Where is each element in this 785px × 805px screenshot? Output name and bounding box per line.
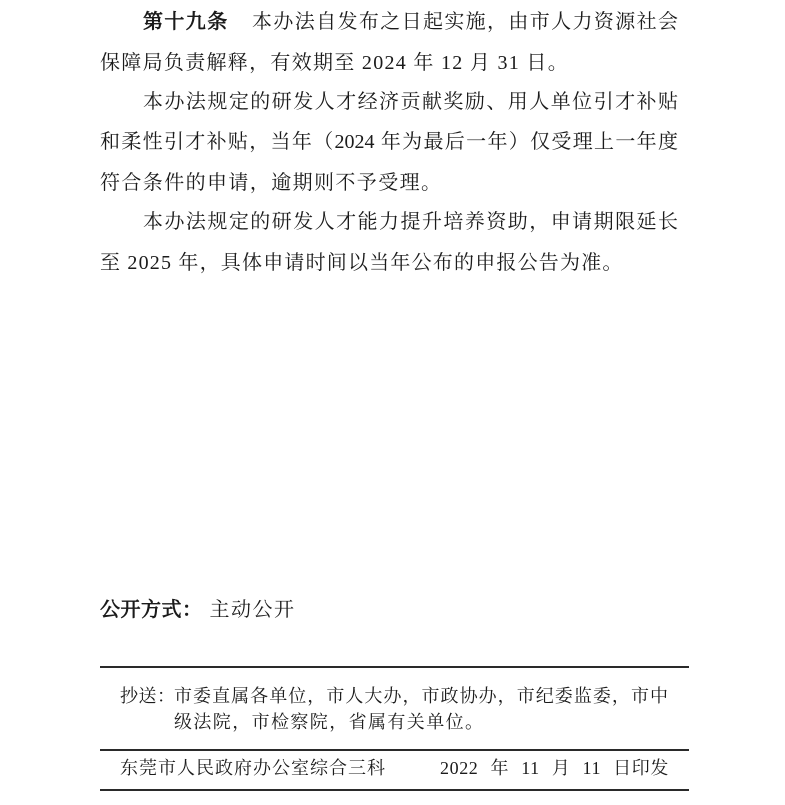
- issue-date: 2022 年 11 月 11 日印发: [440, 758, 669, 778]
- divider-middle: [100, 749, 689, 751]
- divider-top: [100, 666, 689, 668]
- disclosure-value: 主动公开: [209, 599, 296, 621]
- issuer-office: 东莞市人民政府办公室综合三科: [120, 758, 386, 778]
- paragraph-3-line-1: 本办法规定的研发人才能力提升培养资助，申请期限延长: [143, 211, 678, 233]
- disclosure-row: [100, 597, 296, 623]
- cc-row-1: [120, 684, 668, 708]
- article-label: 第十九条: [143, 11, 229, 33]
- paragraph-1-line-1-text: 本办法自发布之日起实施，由市人力资源社会: [252, 11, 678, 33]
- paragraph-3-line-2: 至 2025 年，具体申请时间以当年公布的申报公告为准。: [100, 252, 624, 274]
- disclosure-label: 公开方式：: [100, 599, 203, 621]
- cc-recipients-line-1: 市委直属各单位，市人大办，市政协办，市纪委监委，市中: [174, 686, 668, 706]
- paragraph-2-line-2: 和柔性引才补贴，当年（2024 年为最后一年）仅受理上一年度: [100, 131, 678, 153]
- paragraph-2-line-3: 符合条件的申请，逾期则不予受理。: [100, 172, 443, 194]
- cc-recipients-line-2: 级法院，市检察院，省属有关单位。: [174, 712, 485, 732]
- article-19-line-1: [143, 9, 678, 35]
- paragraph-2-line-1: 本办法规定的研发人才经济贡献奖励、用人单位引才补贴: [143, 91, 678, 113]
- divider-bottom: [100, 789, 689, 791]
- paragraph-1-line-2: 保障局负责解释，有效期至 2024 年 12 月 31 日。: [100, 52, 569, 74]
- cc-label: 抄送：: [120, 686, 176, 706]
